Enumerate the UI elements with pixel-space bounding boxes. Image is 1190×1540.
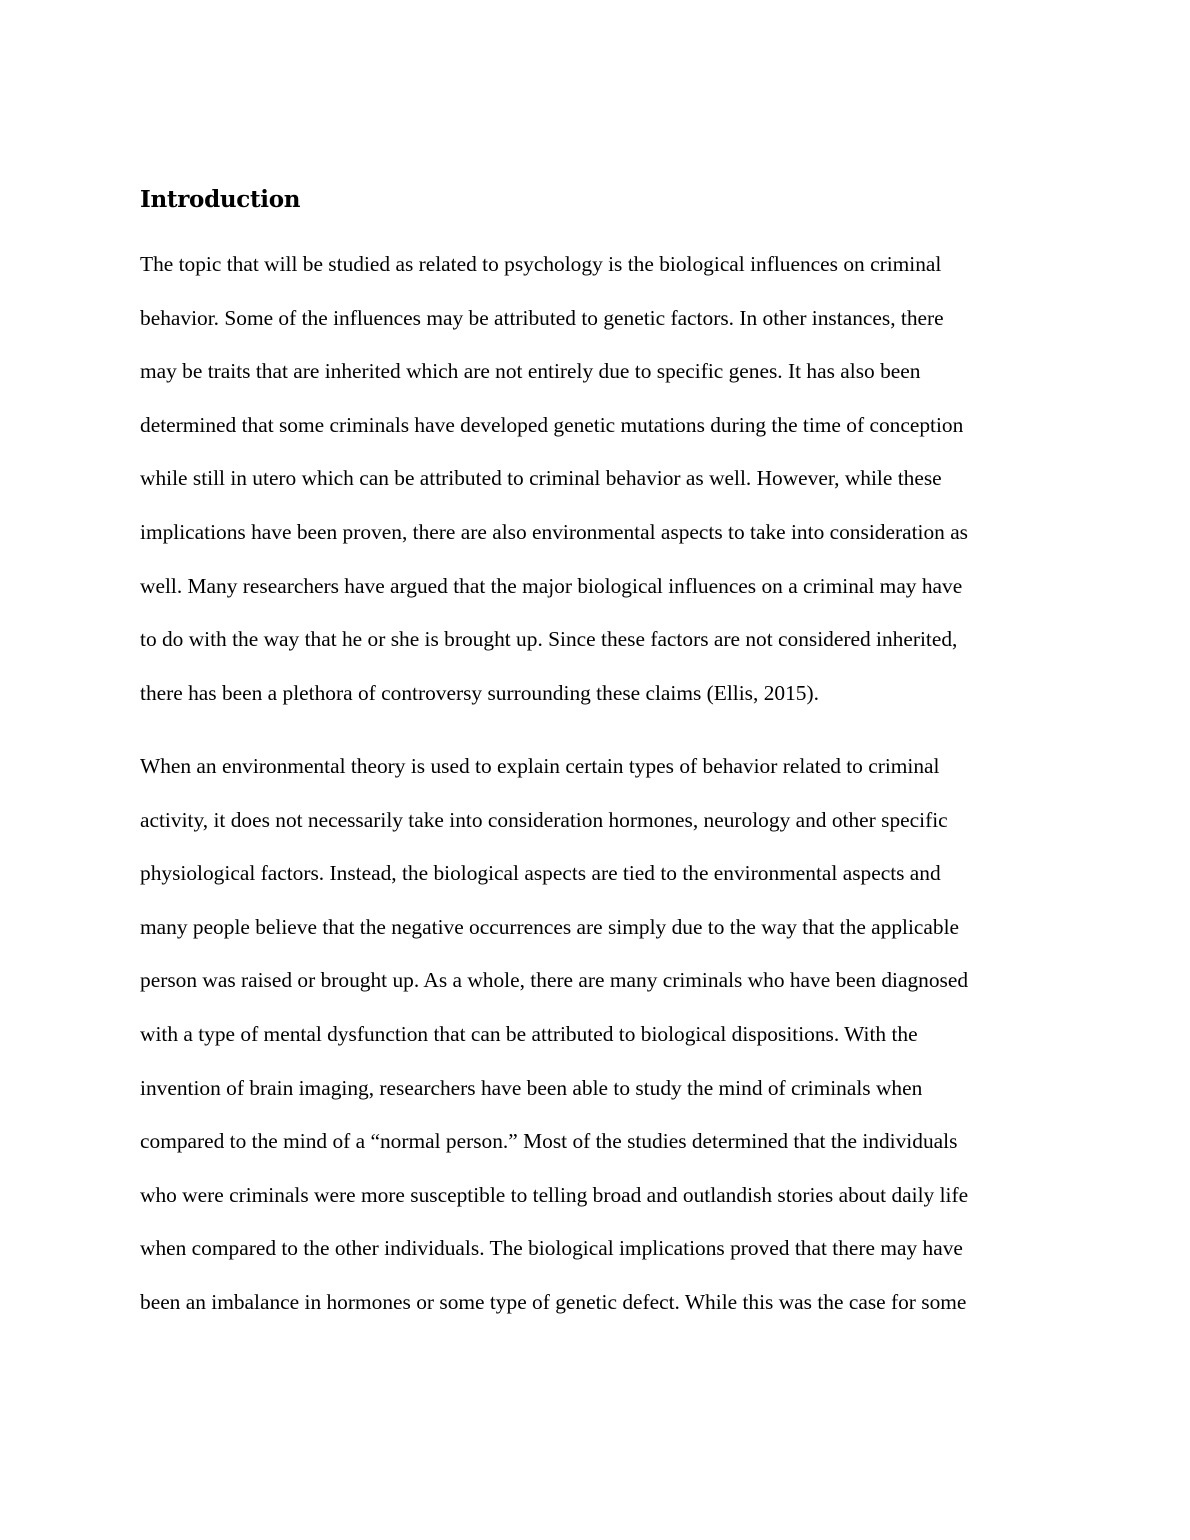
section-heading: Introduction bbox=[140, 186, 301, 213]
text-line: implications have been proven, there are also environmental aspects to take into consideration as bbox=[140, 519, 969, 544]
text-line: may be traits that are inherited which are not entirely due to specific genes. It has also been bbox=[140, 359, 921, 384]
text-line: with a type of mental dysfunction that can be attributed to biological dispositions. With the bbox=[140, 1021, 918, 1046]
text-line: many people believe that the negative occurrences are simply due to the way that the applicable bbox=[140, 914, 960, 939]
text-line: activity, it does not necessarily take into consideration hormones, neurology and other specific bbox=[140, 807, 948, 832]
text-line: when compared to the other individuals. The biological implications proved that there may have bbox=[140, 1236, 963, 1261]
text-line: to do with the way that he or she is brought up. Since these factors are not considered inherited, bbox=[140, 627, 958, 652]
text-line: compared to the mind of a “normal person.” Most of the studies determined that the individuals bbox=[140, 1129, 958, 1154]
text-line: who were criminals were more susceptible to telling broad and outlandish stories about daily life bbox=[140, 1182, 969, 1207]
text-line: determined that some criminals have developed genetic mutations during the time of conception bbox=[140, 412, 964, 437]
text-line: well. Many researchers have argued that the major biological influences on a criminal may have bbox=[140, 573, 963, 598]
text-line: invention of brain imaging, researchers have been able to study the mind of criminals when bbox=[140, 1075, 923, 1100]
paragraph-1 bbox=[140, 238, 968, 720]
text-line: physiological factors. Instead, the biological aspects are tied to the environmental aspects and bbox=[140, 861, 941, 886]
text-line: behavior. Some of the influences may be attributed to genetic factors. In other instances, there bbox=[140, 305, 944, 330]
paragraph-2 bbox=[140, 740, 968, 1330]
text-line: The topic that will be studied as related to psychology is the biological influences on criminal bbox=[140, 252, 942, 276]
text-line: person was raised or brought up. As a whole, there are many criminals who have been diagnosed bbox=[140, 968, 969, 993]
text-line: When an environmental theory is used to explain certain types of behavior related to criminal bbox=[140, 754, 940, 778]
text-line: been an imbalance in hormones or some type of genetic defect. While this was the case for some bbox=[140, 1289, 967, 1314]
text-line: there has been a plethora of controversy surrounding these claims (Ellis, 2015). bbox=[140, 680, 819, 705]
text-line: while still in utero which can be attributed to criminal behavior as well. However, while these bbox=[140, 466, 942, 491]
